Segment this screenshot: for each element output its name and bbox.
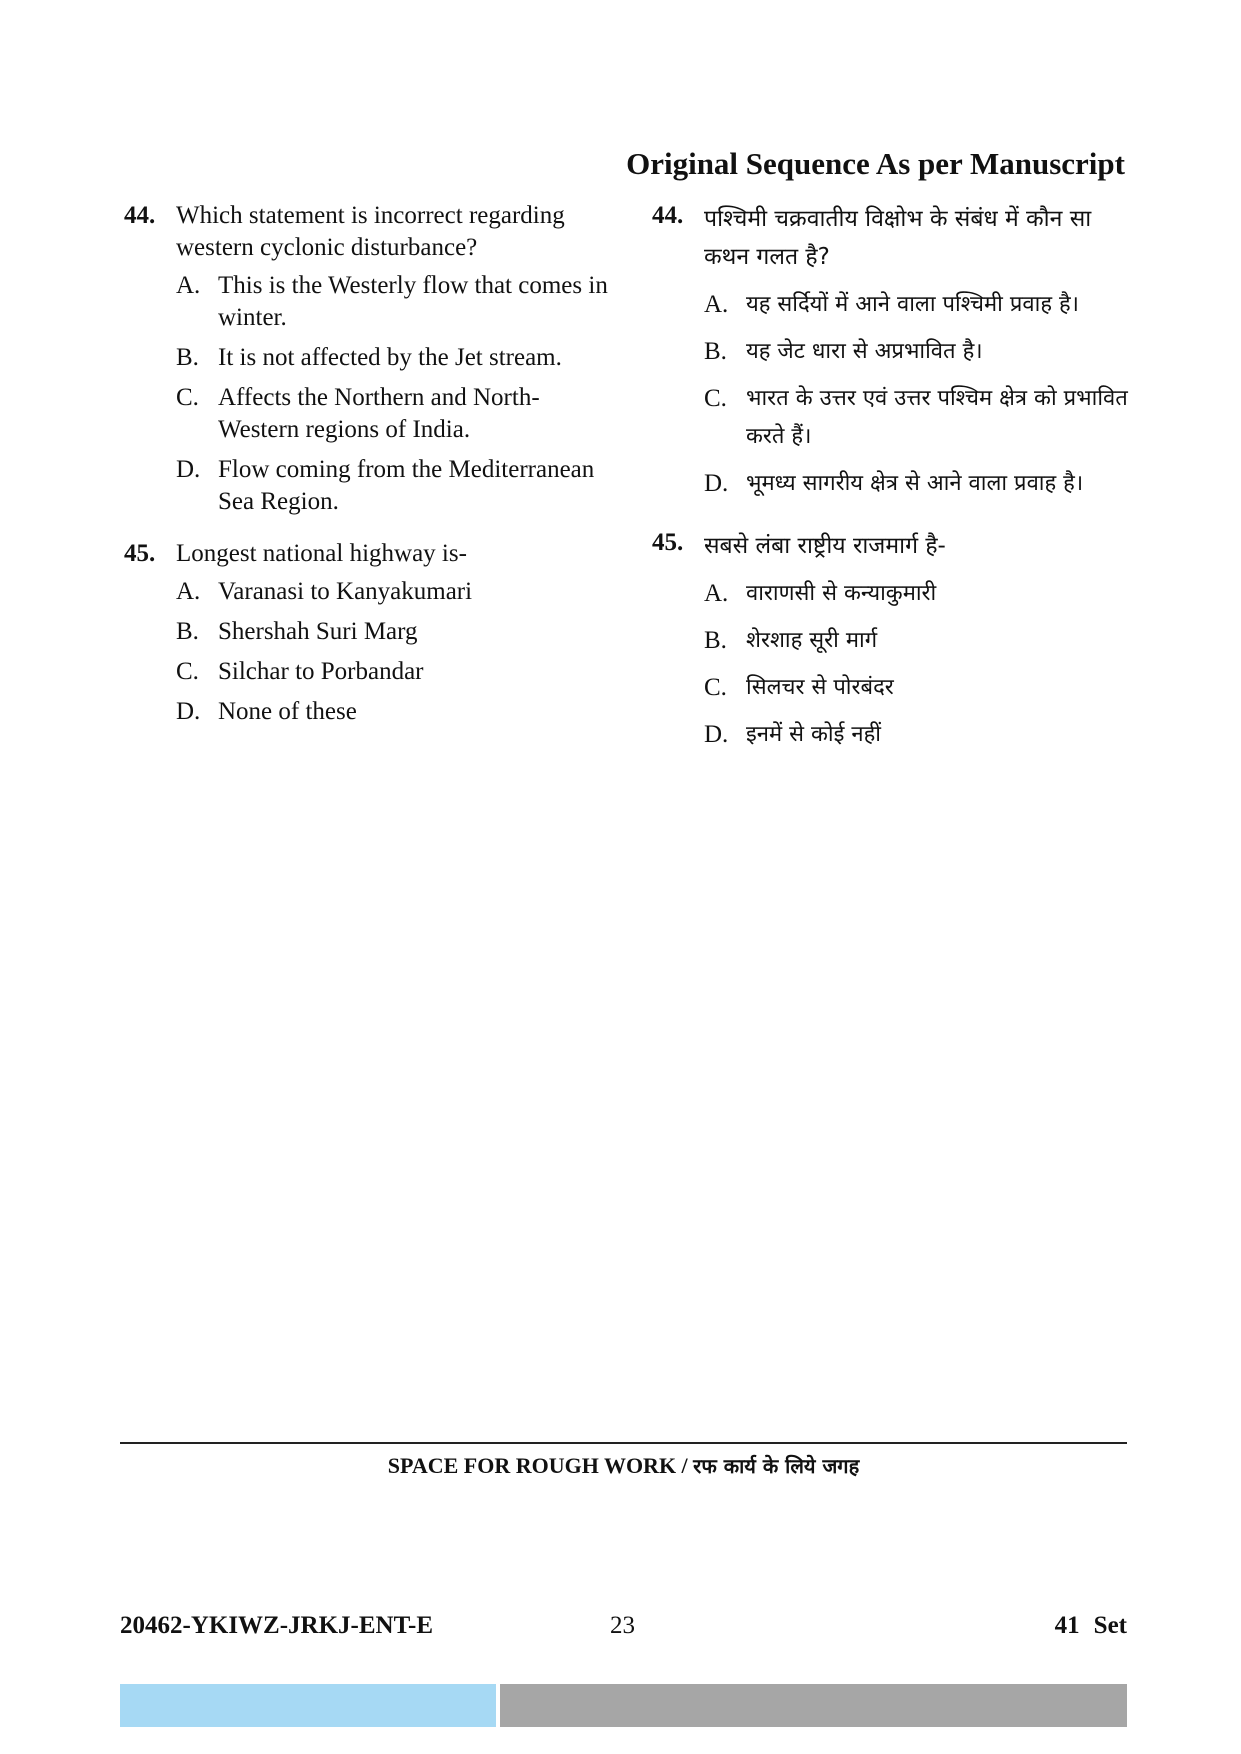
option-b: [704, 333, 1138, 371]
option-label: B.: [704, 338, 727, 365]
question-number: 44.: [124, 202, 156, 229]
page-title: Original Sequence As per Manuscript: [626, 146, 1125, 181]
option-label: A.: [176, 578, 201, 605]
option-label: D.: [176, 698, 201, 725]
option-text: It is not affected by the Jet stream.: [218, 344, 562, 371]
question-number: 45.: [124, 540, 156, 567]
option-d: [704, 716, 1138, 754]
set-indicator: [1055, 1612, 1127, 1640]
option-label: C.: [176, 658, 199, 685]
option-c: [704, 380, 1138, 456]
rough-work-divider: [120, 1442, 1127, 1444]
question-text: पश्चिमी चक्रवातीय विक्षोभ के संबंध में कौन सा कथन गलत है?: [704, 206, 1092, 270]
option-b: [176, 616, 610, 648]
question-number: 45.: [652, 529, 684, 556]
option-label: A.: [704, 580, 729, 607]
option-label: B.: [176, 344, 199, 371]
option-text: यह जेट धारा से अप्रभावित है।: [746, 339, 983, 364]
option-c: [176, 382, 610, 446]
option-text: सिलचर से पोरबंदर: [746, 675, 894, 700]
set-label: Set: [1093, 1612, 1127, 1639]
option-text: Flow coming from the Mediterranean Sea Region.: [218, 456, 595, 515]
option-b: [176, 342, 610, 374]
option-b: [704, 622, 1138, 660]
option-label: B.: [176, 618, 199, 645]
rough-work-label-hi: रफ कार्य के लिये जगह: [693, 1454, 860, 1478]
options-list: [176, 576, 610, 728]
option-label: B.: [704, 627, 727, 654]
option-label: C.: [176, 384, 199, 411]
option-label: A.: [176, 272, 201, 299]
option-a: [176, 576, 610, 608]
option-a: [176, 270, 610, 334]
option-d: [176, 454, 610, 518]
option-c: [176, 656, 610, 688]
option-text: वाराणसी से कन्याकुमारी: [746, 581, 937, 606]
option-label: A.: [704, 291, 729, 318]
english-column: [120, 200, 610, 748]
option-label: C.: [704, 385, 727, 412]
question-45-hi: [648, 527, 1138, 754]
question-text: Longest national highway is-: [176, 540, 467, 567]
question-text: Which statement is incorrect regarding western cyclonic disturbance?: [176, 202, 565, 261]
question-45-en: [120, 538, 610, 728]
page-number: 23: [610, 1612, 635, 1639]
question-44-en: [120, 200, 610, 518]
option-label: C.: [704, 674, 727, 701]
option-text: Silchar to Porbandar: [218, 658, 424, 685]
option-text: This is the Westerly flow that comes in winter.: [218, 272, 608, 331]
option-text: None of these: [218, 698, 357, 725]
option-d: [704, 465, 1138, 503]
footer-bar-gray: [500, 1684, 1127, 1727]
option-d: [176, 696, 610, 728]
option-a: [704, 286, 1138, 324]
options-list: [704, 575, 1138, 754]
option-text: Varanasi to Kanyakumari: [218, 578, 473, 605]
footer-bar-blue: [120, 1684, 496, 1727]
option-a: [704, 575, 1138, 613]
option-label: D.: [704, 470, 729, 497]
option-label: D.: [704, 721, 729, 748]
options-list: [176, 270, 610, 518]
option-text: Affects the Northern and North-Western regions of India.: [218, 384, 540, 443]
option-text: भूमध्य सागरीय क्षेत्र से आने वाला प्रवाह है।: [746, 471, 1084, 496]
rough-work-label: [120, 1452, 1127, 1479]
option-text: शेरशाह सूरी मार्ग: [746, 628, 878, 653]
option-label: D.: [176, 456, 201, 483]
page-footer: [120, 1612, 1127, 1646]
option-text: इनमें से कोई नहीं: [746, 722, 882, 747]
rough-work-label-en: SPACE FOR ROUGH WORK /: [387, 1453, 694, 1478]
option-text: Shershah Suri Marg: [218, 618, 418, 645]
booklet-code: 20462-YKIWZ-JRKJ-ENT-E: [120, 1612, 433, 1639]
option-text: भारत के उत्तर एवं उत्तर पश्चिम क्षेत्र को प्रभावित करते हैं।: [746, 386, 1128, 449]
option-text: यह सर्दियों में आने वाला पश्चिमी प्रवाह है।: [746, 292, 1080, 317]
option-c: [704, 669, 1138, 707]
options-list: [704, 286, 1138, 503]
set-number: 41: [1054, 1612, 1080, 1639]
question-number: 44.: [652, 202, 684, 229]
question-44-hi: [648, 200, 1138, 503]
hindi-column: [648, 200, 1138, 778]
question-text: सबसे लंबा राष्ट्रीय राजमार्ग है-: [704, 533, 946, 559]
